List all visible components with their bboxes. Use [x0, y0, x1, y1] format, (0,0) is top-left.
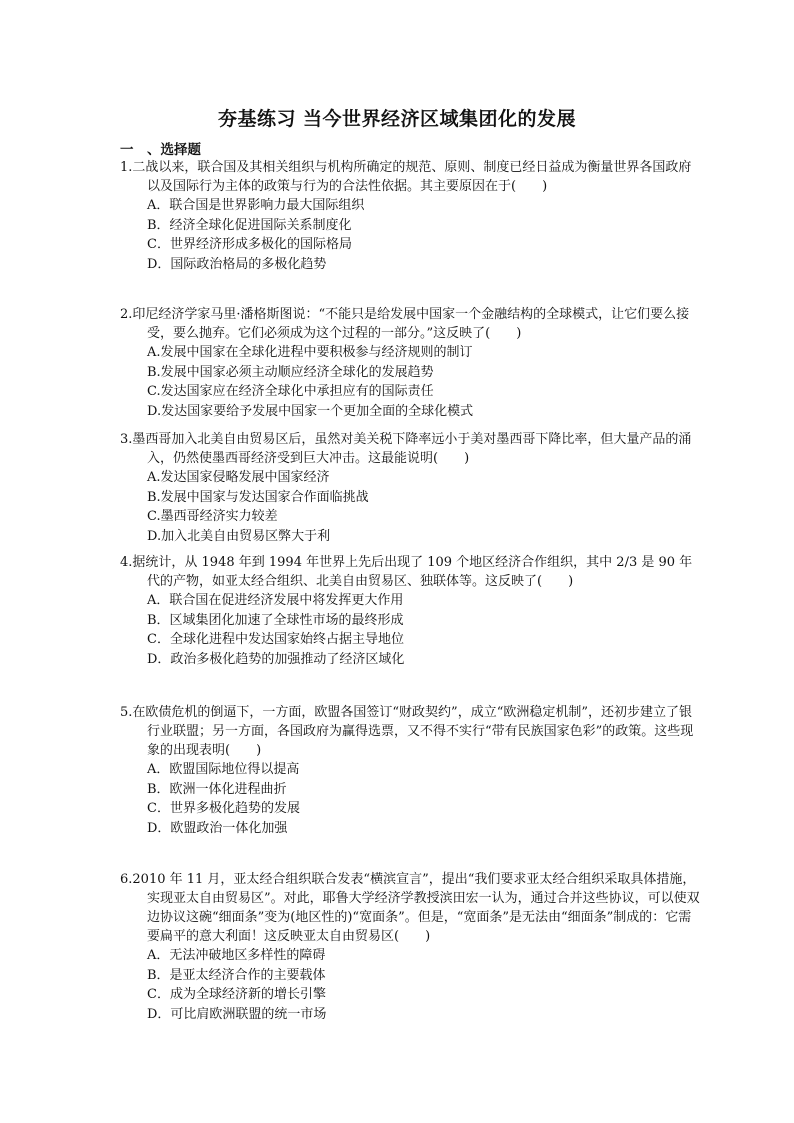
option-a: A.发达国家侵略发展中国家经济 [147, 470, 330, 485]
option-d: D.加入北美自由贸易区弊大于利 [147, 528, 331, 544]
option-b: B.发展中国家与发达国家合作面临挑战 [147, 489, 369, 505]
question-stem: 1.二战以来，联合国及其相关组织与机构所确定的规范、原则、制度已经日益成为衡量世界各国政府以及国际行为主体的政策与行为的合法性依据。其主要原因在于( ) [120, 160, 692, 194]
question-5 [120, 703, 700, 838]
question-2 [120, 305, 700, 421]
option-a: A．欧盟国际地位得以提高 [147, 762, 300, 777]
question-1 [120, 158, 700, 274]
option-c: C．全球化进程中发达国家始终占据主导地位 [147, 632, 404, 647]
question-stem: 3.墨西哥加入北美自由贸易区后，虽然对美关税下降率远小于美对墨西哥下降比率，但大量产品的涌入，仍然使墨西哥经济受到巨大冲击。这最能说明( ) [120, 432, 692, 466]
question-3 [120, 430, 700, 546]
option-b: B．区域集团化加速了全球性市场的最终形成 [147, 612, 404, 628]
question-stem: 2.印尼经济学家马里·潘格斯图说：“不能只是给发展中国家一个金融结构的全球模式，让它们要么接受，要么抛弃。它们必须成为这个过程的一部分。”这反映了( ) [120, 307, 690, 341]
option-b: B.发展中国家必须主动顺应经济全球化的发展趋势 [147, 364, 434, 380]
option-a: A.发展中国家在全球化进程中要积极参与经济规则的制订 [147, 345, 473, 360]
option-c: C．世界多极化趋势的发展 [147, 801, 300, 816]
option-a: A．联合国是世界影响力最大国际组织 [147, 198, 365, 213]
option-b: B．欧洲一体化进程曲折 [147, 781, 287, 797]
question-6 [120, 870, 700, 1024]
option-c: C．成为全球经济新的增长引擎 [147, 987, 326, 1002]
option-c: C.发达国家应在经济全球化中承担应有的国际责任 [147, 384, 434, 399]
question-stem: 6.2010 年 11 月，亚太经合组织联合发表“横滨宣言”，提出“我们要求亚太经合组织采取具体措施，实现亚太自由贸易区”。对此，耶鲁大学经济学教授滨田宏一认为，通过合并这些协议，可以使双边协议这碗“细面条”变为(地区性的)“宽面条”。但是，“宽面条”是无法由“细面条”制成的：它需要扁平的意大利面！这反映亚太自由贸易区( ) [120, 872, 700, 944]
option-d: D．欧盟政治一体化加强 [147, 820, 288, 836]
option-d: D．可比肩欧洲联盟的统一市场 [147, 1006, 327, 1022]
option-c: C．世界经济形成多极化的国际格局 [147, 237, 352, 252]
question-4 [120, 553, 700, 669]
option-b: B．是亚太经济合作的主要载体 [147, 967, 326, 983]
option-a: A．无法冲破地区多样性的障碍 [147, 948, 326, 963]
question-stem: 4.据统计，从 1948 年到 1994 年世界上先后出现了 109 个地区经济合作组织，其中 2/3 是 90 年代的产物，如亚太经合组织、北美自由贸易区、独联体等。这反映了( ) [120, 555, 693, 589]
option-d: D.发达国家要给予发展中国家一个更加全面的全球化模式 [147, 403, 474, 419]
option-d: D．国际政治格局的多极化趋势 [147, 256, 327, 272]
option-b: B．经济全球化促进国际关系制度化 [147, 217, 352, 233]
option-d: D．政治多极化趋势的加强推动了经济区域化 [147, 651, 405, 667]
question-stem: 5.在欧债危机的倒逼下，一方面，欧盟各国签订“财政契约”，成立“欧洲稳定机制”，还初步建立了银行业联盟；另一方面，各国政府为赢得选票，又不得不实行“带有民族国家色彩”的政策。这些现象的出现表明( ) [120, 705, 694, 758]
section-heading: 一 、选择题 [120, 142, 201, 158]
option-c: C.墨西哥经济实力较差 [147, 509, 278, 524]
option-a: A．联合国在促进经济发展中将发挥更大作用 [147, 593, 404, 608]
page-title: 夯基练习 当今世界经济区域集团化的发展 [217, 108, 577, 130]
